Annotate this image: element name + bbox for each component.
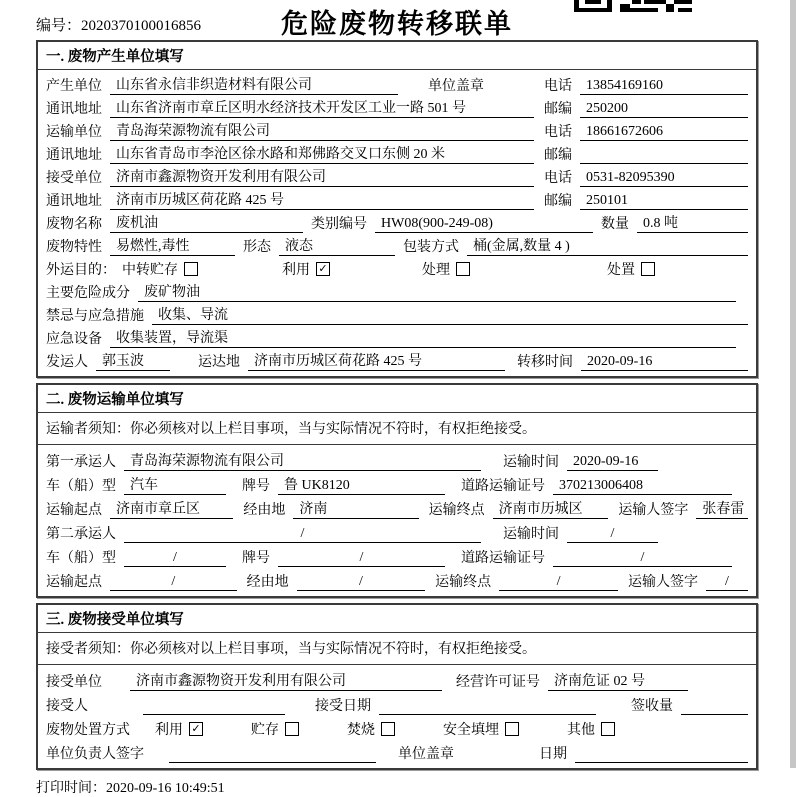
purpose-option-transit xyxy=(122,259,198,279)
checkbox-incinerate xyxy=(381,722,395,736)
checkbox-landfill xyxy=(505,722,519,736)
vehicle1-label: 车（船）型 xyxy=(46,479,116,494)
vehicle1-value: 汽车 xyxy=(124,474,226,495)
via1-value: 济南 xyxy=(293,498,418,519)
purpose-option-transit-label: 中转贮存 xyxy=(122,263,178,278)
via1-label: 经由地 xyxy=(243,503,286,518)
transporter-value: 青岛海荣源物流有限公司 xyxy=(110,120,534,141)
field-row-waste-name xyxy=(46,210,748,233)
receive-unit-value: 济南市鑫源物资开发利用有限公司 xyxy=(130,670,442,691)
transporter-label: 运输单位 xyxy=(46,125,102,140)
disposal-label: 废物处置方式 xyxy=(46,723,130,738)
checkbox-utilize-2: ✓ xyxy=(189,722,203,736)
time1-label: 运输时间 xyxy=(503,455,559,470)
phone1-label: 电话 xyxy=(544,79,572,94)
section-receiver-title: 三. 废物接受单位填写 xyxy=(38,605,756,633)
disposal-option-store-label: 贮存 xyxy=(251,723,279,738)
disposal-option-store xyxy=(251,719,299,739)
field-row-hazard xyxy=(46,279,748,302)
carrier1-value: 青岛海荣源物流有限公司 xyxy=(124,450,481,471)
section-transporter xyxy=(36,383,758,598)
hazard-value: 废矿物油 xyxy=(138,281,736,302)
dest-label: 运达地 xyxy=(198,355,240,370)
via2-label: 经由地 xyxy=(246,575,289,590)
plate1-value: 鲁 UK8120 xyxy=(278,474,445,495)
category-label: 类别编号 xyxy=(311,217,367,232)
phone2-value: 18661672606 xyxy=(580,124,748,141)
address1-value: 山东省济南市章丘区明水经济技术开发区工业一路 501 号 xyxy=(110,97,534,118)
origin2-value: / xyxy=(110,574,237,591)
field-row-carrier1 xyxy=(46,447,748,471)
checkbox-utilize: ✓ xyxy=(316,262,330,276)
permit2-value: / xyxy=(553,550,732,567)
quantity-value: 0.8 吨 xyxy=(637,212,748,233)
purpose-option-utilize xyxy=(282,259,330,279)
field-row-shipper xyxy=(46,348,748,371)
field-row-receiver xyxy=(46,164,748,187)
emergency-label: 禁忌与应急措施 xyxy=(46,309,144,324)
form-label: 形态 xyxy=(243,240,271,255)
address3-label: 通讯地址 xyxy=(46,194,102,209)
time2-label: 运输时间 xyxy=(503,527,559,542)
plate1-label: 牌号 xyxy=(242,479,270,494)
zip1-label: 邮编 xyxy=(544,102,572,117)
field-row-carrier2 xyxy=(46,519,748,543)
field-row-producer xyxy=(46,72,748,95)
field-row-vehicle2 xyxy=(46,543,748,567)
disposal-option-other xyxy=(567,719,615,739)
phone1-value: 13854169160 xyxy=(580,78,748,95)
acceptor-value xyxy=(143,714,285,715)
zip3-label: 邮编 xyxy=(544,194,572,209)
field-row-disposal xyxy=(46,715,748,739)
category-value: HW08(900-249-08) xyxy=(375,216,593,233)
transfer-date-value: 2020-09-16 xyxy=(581,354,748,371)
zip2-label: 邮编 xyxy=(544,148,572,163)
checkbox-store xyxy=(285,722,299,736)
receiver-value: 济南市鑫源物资开发利用有限公司 xyxy=(110,166,534,187)
vehicle2-label: 车（船）型 xyxy=(46,551,116,566)
date-value xyxy=(575,762,748,763)
dest-value: 济南市历城区荷花路 425 号 xyxy=(248,350,505,371)
transfer-date-label: 转移时间 xyxy=(517,355,573,370)
print-time-value: 2020-09-16 10:49:51 xyxy=(106,781,225,796)
disposal-option-incinerate xyxy=(347,719,395,739)
acceptor-label: 接受人 xyxy=(46,699,88,714)
doc-number-label: 编号： xyxy=(36,18,82,34)
responsible-sign-value xyxy=(169,762,376,763)
phone3-label: 电话 xyxy=(544,171,572,186)
field-row-route1 xyxy=(46,495,748,519)
end2-value: / xyxy=(499,574,618,591)
emergency-value: 收集、导流 xyxy=(152,304,748,325)
character-value: 易燃性,毒性 xyxy=(110,235,235,256)
purpose-option-dispose xyxy=(607,259,655,279)
packing-label: 包装方式 xyxy=(403,240,459,255)
purpose-option-utilize-label: 利用 xyxy=(282,263,310,278)
transporter-notice: 运输者须知：你必须核对以上栏目事项，当与实际情况不符时，有权拒绝接受。 xyxy=(38,413,756,445)
sign1-label: 运输人签字 xyxy=(618,503,689,518)
recv-qty-value xyxy=(681,714,748,715)
license-label: 经营许可证号 xyxy=(456,675,540,690)
field-row-transporter xyxy=(46,118,748,141)
zip3-value: 250101 xyxy=(580,193,748,210)
purpose-label: 外运目的： xyxy=(46,263,116,278)
sign2-value: / xyxy=(706,574,748,591)
checkbox-dispose xyxy=(641,262,655,276)
shipper-value: 郭玉波 xyxy=(96,350,170,371)
equipment-label: 应急设备 xyxy=(46,332,102,347)
packing-value: 桶(金属,数量 4 ) xyxy=(467,235,748,256)
section-producer xyxy=(36,40,758,378)
document-header xyxy=(36,0,758,40)
waste-name-label: 废物名称 xyxy=(46,217,102,232)
permit1-value: 370213006408 xyxy=(553,478,732,495)
waste-name-value: 废机油 xyxy=(110,212,303,233)
end2-label: 运输终点 xyxy=(435,575,492,590)
plate2-label: 牌号 xyxy=(242,551,270,566)
via2-value: / xyxy=(297,574,426,591)
license-value: 济南危证 02 号 xyxy=(548,670,688,691)
doc-number-value: 2020370100016856 xyxy=(81,18,202,34)
field-row-address2 xyxy=(46,141,748,164)
accept-date-label: 接受日期 xyxy=(315,699,371,714)
page-title: 危险废物转移联单 xyxy=(281,9,513,39)
field-row-address3 xyxy=(46,187,748,210)
disposal-option-other-label: 其他 xyxy=(567,723,595,738)
disposal-option-landfill-label: 安全填埋 xyxy=(443,723,499,738)
address1-label: 通讯地址 xyxy=(46,102,102,117)
section-transporter-title: 二. 废物运输单位填写 xyxy=(38,385,756,413)
origin1-label: 运输起点 xyxy=(46,503,102,518)
plate2-value: / xyxy=(278,550,445,567)
print-time xyxy=(36,777,758,797)
field-row-responsible-sign xyxy=(46,739,748,763)
form-value: 液态 xyxy=(279,235,395,256)
producer-value: 山东省永信非织造材料有限公司 xyxy=(110,74,398,95)
carrier2-label: 第二承运人 xyxy=(46,527,116,542)
origin1-value: 济南市章丘区 xyxy=(110,498,233,519)
receiver-label: 接受单位 xyxy=(46,171,102,186)
checkbox-transit-storage xyxy=(184,262,198,276)
field-row-receive-unit xyxy=(46,667,748,691)
purpose-option-treat xyxy=(422,259,470,279)
equipment-value: 收集装置，导流渠 xyxy=(110,327,736,348)
disposal-option-incinerate-label: 焚烧 xyxy=(347,723,375,738)
field-row-purpose xyxy=(46,256,748,279)
zip1-value: 250200 xyxy=(580,101,748,118)
quantity-label: 数量 xyxy=(601,217,629,232)
disposal-option-utilize-label: 利用 xyxy=(155,723,183,738)
carrier1-label: 第一承运人 xyxy=(46,455,116,470)
purpose-option-treat-label: 处理 xyxy=(422,263,450,278)
receiver-notice: 接受者须知：你必须核对以上栏目事项，当与实际情况不符时，有权拒绝接受。 xyxy=(38,633,756,665)
field-row-emergency xyxy=(46,302,748,325)
qr-code-fragment xyxy=(574,0,692,12)
origin2-label: 运输起点 xyxy=(46,575,102,590)
permit2-label: 道路运输证号 xyxy=(461,551,545,566)
field-row-address1 xyxy=(46,95,748,118)
purpose-option-dispose-label: 处置 xyxy=(607,263,635,278)
field-row-acceptor xyxy=(46,691,748,715)
end1-label: 运输终点 xyxy=(428,503,485,518)
producer-label: 产生单位 xyxy=(46,79,102,94)
stamp-label: 单位盖章 xyxy=(428,79,484,94)
unit-stamp-label: 单位盖章 xyxy=(398,747,454,762)
disposal-option-utilize xyxy=(155,719,203,739)
time2-value: / xyxy=(567,526,658,543)
sign1-value: 张春雷 xyxy=(696,498,748,519)
shipper-label: 发运人 xyxy=(46,355,88,370)
responsible-sign-label: 单位负责人签字 xyxy=(46,747,144,762)
section-receiver xyxy=(36,603,758,770)
phone3-value: 0531-82095390 xyxy=(580,170,748,187)
vehicle2-value: / xyxy=(124,550,226,567)
hazard-label: 主要危险成分 xyxy=(46,286,130,301)
character-label: 废物特性 xyxy=(46,240,102,255)
carrier2-value: / xyxy=(124,526,481,543)
address3-value: 济南市历城区荷花路 425 号 xyxy=(110,189,534,210)
disposal-option-landfill xyxy=(443,719,519,739)
right-scrollbar[interactable] xyxy=(790,0,796,768)
recv-qty-label: 签收量 xyxy=(631,699,673,714)
print-time-label: 打印时间： xyxy=(36,781,106,796)
checkbox-other xyxy=(601,722,615,736)
field-row-route2 xyxy=(46,567,748,591)
field-row-vehicle1 xyxy=(46,471,748,495)
zip2-value xyxy=(580,163,748,164)
address2-value: 山东省青岛市李沧区徐水路和郑佛路交叉口东侧 20 米 xyxy=(110,143,534,164)
receive-unit-label: 接受单位 xyxy=(46,675,102,690)
field-row-character xyxy=(46,233,748,256)
time1-value: 2020-09-16 xyxy=(567,454,658,471)
accept-date-value xyxy=(379,714,596,715)
sign2-label: 运输人签字 xyxy=(628,575,698,590)
phone2-label: 电话 xyxy=(544,125,572,140)
address2-label: 通讯地址 xyxy=(46,148,102,163)
end1-value: 济南市历城区 xyxy=(493,498,609,519)
section-producer-title: 一. 废物产生单位填写 xyxy=(38,42,756,70)
date-label: 日期 xyxy=(539,747,567,762)
checkbox-treat xyxy=(456,262,470,276)
field-row-equipment xyxy=(46,325,748,348)
permit1-label: 道路运输证号 xyxy=(461,479,545,494)
